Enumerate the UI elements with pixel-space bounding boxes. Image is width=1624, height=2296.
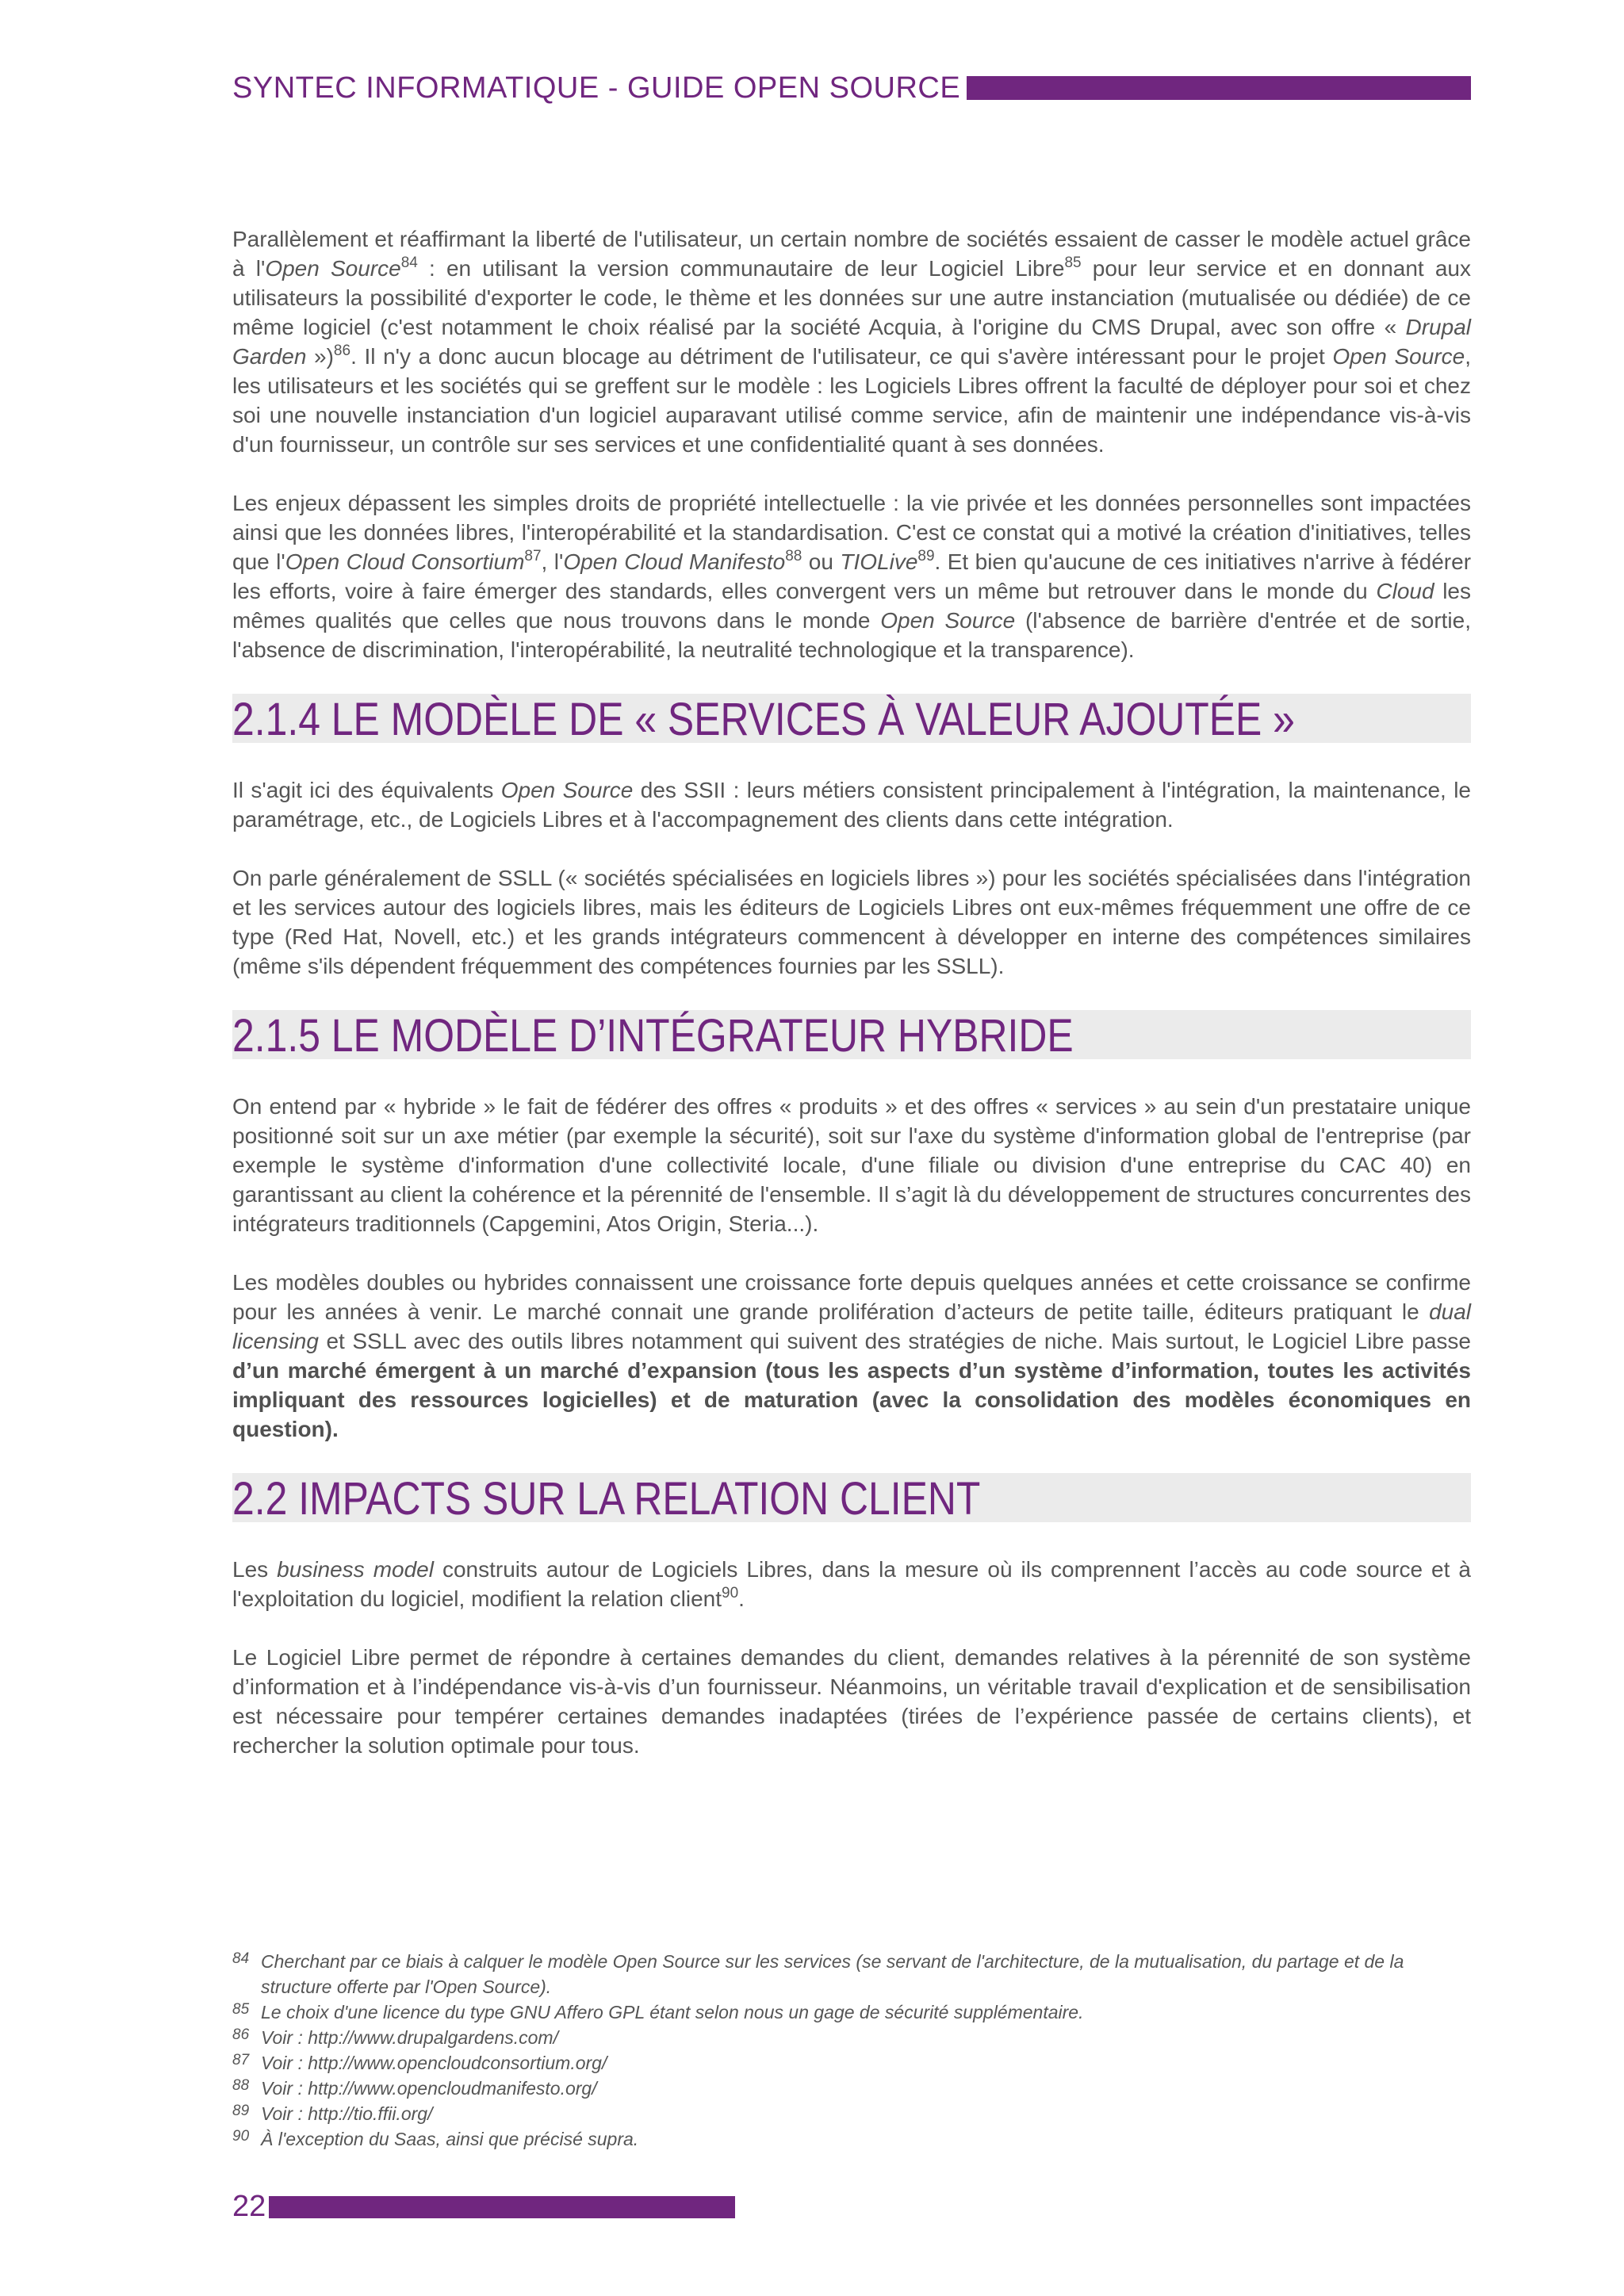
text: ou (802, 549, 841, 574)
italic-term: Cloud (1376, 579, 1434, 603)
footnote-number: 86 (232, 2026, 250, 2043)
footnote-number: 89 (232, 2103, 250, 2119)
footnote-ref[interactable]: 84 (400, 254, 418, 271)
text: Les (232, 1557, 278, 1582)
footnote-number: 85 (232, 2001, 250, 2018)
text: (l'absence de barrière d'entrée et de sortie, l'absence de discrimination, l'interopérabilité, la neutralité technologique et la transparence). (232, 608, 1471, 662)
italic-term: TIOLive (840, 549, 918, 574)
italic-term: Open Cloud Consortium (285, 549, 525, 574)
section-heading-2-2 (232, 1473, 1471, 1525)
italic-term: business model (277, 1557, 434, 1582)
footnote (232, 2050, 1471, 2076)
text: On entend par « hybride » le fait de fédérer des offres « produits » et des offres « services » au sein d'un prestataire unique positionné soit sur un axe métier (par exemple la sécurité), soit sur l'axe du système d'information global de l'entreprise (par exemple le système d'information d'une collectivité locale, d'une filiale ou division d'une entreprise du CAC 40) en garantissant au client la cohérence et la pérennité de l'ensemble. Il s’agit là du développement de structures concurrentes des intégrateurs traditionnels (Capgemini, Atos Origin, Steria...). (232, 1094, 1471, 1236)
footnote-text: Cherchant par ce biais à calquer le modèle Open Source sur les services (se servant de l'architecture, de la mutualisation, du partage et de la structure offerte par l'Open Source). (261, 1951, 1404, 1997)
footnote-number: 87 (232, 2052, 250, 2068)
section-title: 2.1.4 LE MODÈLE DE « SERVICES À VALEUR AJOUTÉE » (232, 694, 1295, 745)
footnote-text: Voir : http://www.drupalgardens.com/ (261, 2027, 558, 2048)
footnote (232, 2025, 1471, 2050)
italic-term: dual licensing (232, 1299, 1471, 1353)
footnote-ref[interactable]: 85 (1064, 254, 1082, 271)
paragraph (232, 488, 1471, 664)
paragraph (232, 1555, 1471, 1613)
section-heading-2-1-5 (232, 1010, 1471, 1062)
text: , les utilisateurs et les sociétés qui se greffent sur le modèle : les Logiciels Libres offrent la faculté de déployer pour soi et chez soi une nouvelle instanciation d'un logiciel auparavant utilisé comme service, afin de maintenir une indépendance vis-à-vis d'un fournisseur, un contrôle sur ses services et une confidentialité quant à ses données. (232, 344, 1471, 457)
paragraph (232, 775, 1471, 834)
footnote (232, 2076, 1471, 2101)
paragraph (232, 863, 1471, 981)
text: Les enjeux dépassent les simples droits de propriété intellectuelle : la vie privée et les données personnelles sont impactées ainsi que les données libres, l'interopérabilité et la standardisation. C'est ce constat qui a motivé la création d'initiatives, telles que l' (232, 491, 1471, 574)
text: . (738, 1586, 745, 1611)
text: et SSLL avec des outils libres notamment qui suivent des stratégies de niche. Mais surtout, le Logiciel Libre passe (318, 1329, 1471, 1353)
footnote-ref[interactable]: 88 (785, 548, 802, 564)
footnote-text: Le choix d'une licence du type GNU Affero GPL étant selon nous un gage de sécurité supplémentaire. (261, 2002, 1084, 2022)
text: : en utilisant la version communautaire de leur Logiciel Libre (417, 256, 1065, 281)
footnote-number: 84 (232, 1950, 250, 1967)
footer-bar (232, 2196, 735, 2218)
section-title: 2.1.5 LE MODÈLE D’INTÉGRATEUR HYBRIDE (232, 1010, 1074, 1062)
text: Parallèlement et réaffirmant la liberté de l'utilisateur, un certain nombre de sociétés essaient de casser le modèle actuel grâce à l' (232, 227, 1471, 281)
text: . Il n'y a donc aucun blocage au détriment de l'utilisateur, ce qui s'avère intéressant pour le projet (350, 344, 1333, 369)
footnotes (232, 1949, 1471, 2152)
text: pour leur service et en donnant aux utilisateurs la possibilité d'exporter le code, le thème et les données sur une autre instanciation (mutualisée ou dédiée) de ce même logiciel (c'est notamment le choix réalisé par la société Acquia, à l'origine du CMS Drupal, avec son offre « (232, 256, 1472, 339)
footnote-text: Voir : http://tio.ffii.org/ (261, 2103, 433, 2124)
text: Les modèles doubles ou hybrides connaissent une croissance forte depuis quelques années et cette croissance se confirme pour les années à venir. Le marché connait une grande prolifération d’acteurs de petite taille, éditeurs pratiquant le (232, 1270, 1471, 1324)
text: ») (306, 344, 334, 369)
text: des SSII : leurs métiers consistent principalement à l'intégration, la maintenance, le paramétrage, etc., de Logiciels Libres et à l'accompagnement des clients dans cette intégration. (232, 778, 1471, 832)
paragraph (232, 224, 1471, 459)
footnote-number: 88 (232, 2077, 250, 2094)
footnote-number: 90 (232, 2128, 250, 2145)
italic-term: Open Source (880, 608, 1016, 633)
footnote-ref[interactable]: 86 (333, 342, 351, 359)
footnote-ref[interactable]: 89 (917, 548, 935, 564)
footnote (232, 1999, 1471, 2025)
text: On parle généralement de SSLL (« sociétés spécialisées en logiciels libres ») pour les sociétés spécialisées dans l'intégration et les services autour des logiciels libres, mais les éditeurs de Logiciels Libres ont eux-mêmes fréquemment une offre de ce type (Red Hat, Novell, etc.) et les grands intégrateurs commencent à développer en interne des compétences similaires (même s'ils dépendent fréquemment des compétences fournies par les SSLL). (232, 866, 1471, 978)
italic-term: Open Source (500, 778, 634, 802)
italic-term: Open Source (1332, 344, 1465, 369)
footnote-ref[interactable]: 87 (524, 548, 542, 564)
bold-text: d’un marché émergent à un marché d’expansion (tous les aspects d’un système d’information, toutes les activités impliquant des ressources logicielles) et de maturation (avec la consolidation des modèles économiques en question). (232, 1358, 1471, 1441)
main-content (232, 224, 1471, 1789)
paragraph (232, 1643, 1471, 1760)
text: les mêmes qualités que celles que nous trouvons dans le monde (232, 579, 1471, 633)
text: Le Logiciel Libre permet de répondre à certaines demandes du client, demandes relatives à la pérennité de son système d’information et à l’indépendance vis-à-vis d’un fournisseur. Néanmoins, un véritable travail d'explication et de sensibilisation est nécessaire pour tempérer certaines demandes inadaptées (tirées de l’expérience passée de certains clients), et rechercher la solution optimale pour tous. (232, 1645, 1471, 1758)
footnote-ref[interactable]: 90 (722, 1585, 739, 1601)
header-title: SYNTEC INFORMATIQUE - GUIDE OPEN SOURCE (232, 71, 967, 105)
paragraph (232, 1092, 1471, 1238)
paragraph (232, 1268, 1471, 1444)
section-heading-2-1-4 (232, 694, 1471, 743)
footnote (232, 2126, 1471, 2152)
italic-term: Open Source (265, 256, 401, 281)
italic-term: Drupal Garden (232, 315, 1471, 369)
footnote (232, 1949, 1471, 1999)
page-header (232, 67, 1471, 105)
footnote (232, 2101, 1471, 2126)
text: . Et bien qu'aucune de ces initiatives n'arrive à fédérer les efforts, voire à faire émerger des standards, elles convergent vers un même but retrouver dans le monde du (232, 549, 1472, 603)
text: Il s'agit ici des équivalents (232, 778, 501, 802)
text: , l' (541, 549, 564, 574)
page-footer (232, 2191, 735, 2223)
footnote-text: Voir : http://www.opencloudconsortium.org/ (261, 2053, 607, 2073)
footnote-text: Voir : http://www.opencloudmanifesto.org/ (261, 2078, 597, 2099)
footnote-text: À l'exception du Saas, ainsi que précisé supra. (261, 2129, 639, 2149)
text: construits autour de Logiciels Libres, dans la mesure où ils comprennent l’accès au code source et à l'exploitation du logiciel, modifient la relation client (232, 1557, 1471, 1611)
page-number: 22 (232, 2190, 269, 2223)
section-title: 2.2 IMPACTS SUR LA RELATION CLIENT (232, 1473, 981, 1525)
italic-term: Open Cloud Manifesto (563, 549, 786, 574)
